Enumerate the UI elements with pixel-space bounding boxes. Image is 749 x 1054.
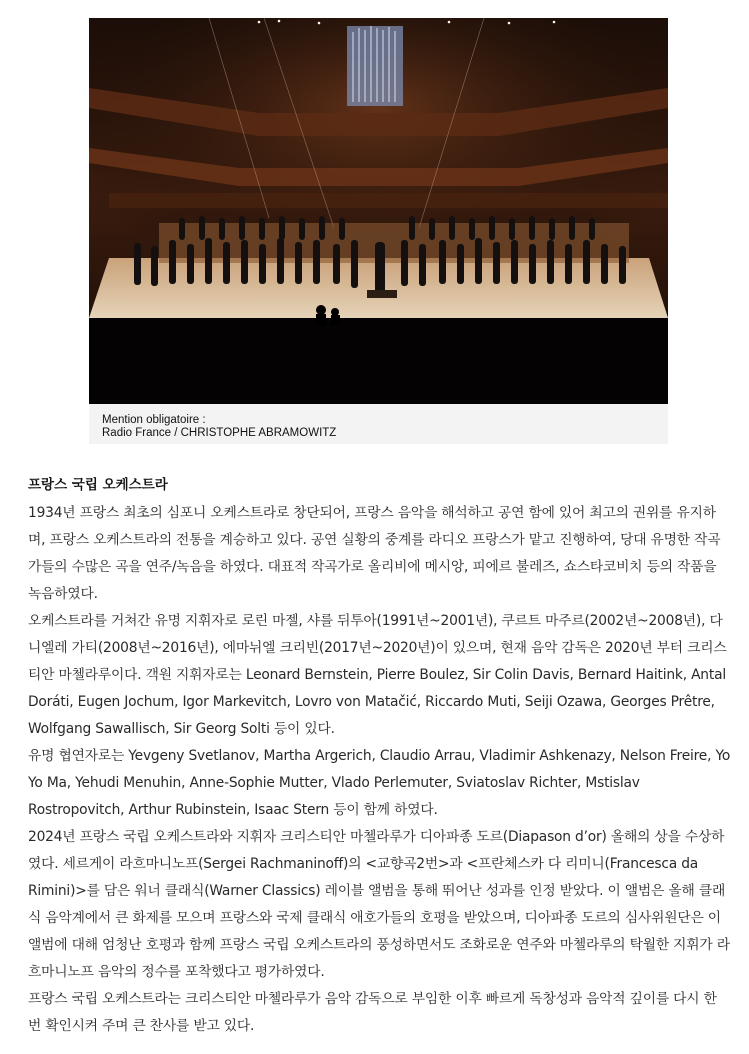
photo-caption xyxy=(89,404,668,444)
concert-photo-figure xyxy=(89,18,668,444)
article-paragraph-closing: 프랑스 국립 오케스트라는 크리스티안 마첼라루가 음악 감독으로 부임한 이후 빠르게 독창성과 음악적 깊이를 다시 한 번 확인시켜 주며 큰 찬사를 받고 있다. xyxy=(28,991,717,1034)
orchestra-concert-photo xyxy=(89,18,668,404)
caption-credit-label: Mention obligatoire : xyxy=(102,414,206,426)
article-paragraph-conductors: 오케스트라를 거쳐간 유명 지휘자로 로린 마젤, 샤를 뒤투아(1991년~2001년), 쿠르트 마주르(2002년~2008년), 다니엘레 가티(2008년~2016년), 에마뉘엘 크리빈(2017년~2020년)이 있으며, 현재 음악 감독은 2020년 부터 크리스티안 마첼라루이다. 객원 지휘자로는 Leonard Bernstein, Pierre Boulez, Sir Colin Davis, Bernard Haitink, Antal Doráti, Eugen Jochum, Igor Markevitch, Lovro von Matačić, Riccardo Muti, Seiji Ozawa, Georges Prêtre, Wolfgang Sawallisch, Sir Georg Solti 등이 있다. xyxy=(28,613,727,737)
article-title: 프랑스 국립 오케스트라 xyxy=(28,477,168,493)
caption-credit-source: Radio France / CHRISTOPHE ABRAMOWITZ xyxy=(102,427,337,439)
article-paragraph-soloists: 유명 협연자로는 Yevgeny Svetlanov, Martha Argerich, Claudio Arrau, Vladimir Ashkenazy, Nelson Freire, Yo Yo Ma, Yehudi Menuhin, Anne-Sophie Mutter, Vlado Perlemuter, Sviatoslav Richter, Mstislav Rostropovitch, Arthur Rubinstein, Isaac Stern 등이 함께 하였다. xyxy=(28,748,731,818)
article-paragraph-award: 2024년 프랑스 국립 오케스트라와 지휘자 크리스티안 마첼라루가 디아파종 도르(Diapason d’or) 올해의 상을 수상하였다. 세르게이 라흐마니노프(Sergei Rachmaninoff)의 <교향곡2번>과 <프란체스카 다 리미니(Francesca da Rimini)>를 담은 워너 클래식(Warner Classics) 레이블 앨범을 통해 뛰어난 성과를 인정 받았다. 이 앨범은 올해 클래식 음악계에서 큰 화제를 모으며 프랑스와 국제 클래식 애호가들의 호평을 받았으며, 디아파종 도르의 심사위원단은 이 앨범에 대해 엄청난 호평과 함께 프랑스 국립 오케스트라의 풍성하면서도 조화로운 연주와 마첼라루의 탁월한 지휘가 라흐마니노프 음악의 정수를 포착했다고 평가하였다. xyxy=(28,829,730,980)
orchestra-article xyxy=(28,472,732,1040)
article-paragraph-history: 1934년 프랑스 최초의 심포니 오케스트라로 창단되어, 프랑스 음악을 해석하고 공연 함에 있어 최고의 권위를 유지하며, 프랑스 오케스트라의 전통을 계승하고 있다. 공연 실황의 중계를 라디오 프랑스가 맡고 진행하여, 당대 유명한 작곡가들의 수많은 곡을 연주/녹음을 하였다. 대표적 작곡가로 올리비에 메시앙, 피에르 불레즈, 쇼스타코비치 등의 작품을 녹음하였다. xyxy=(28,505,721,602)
